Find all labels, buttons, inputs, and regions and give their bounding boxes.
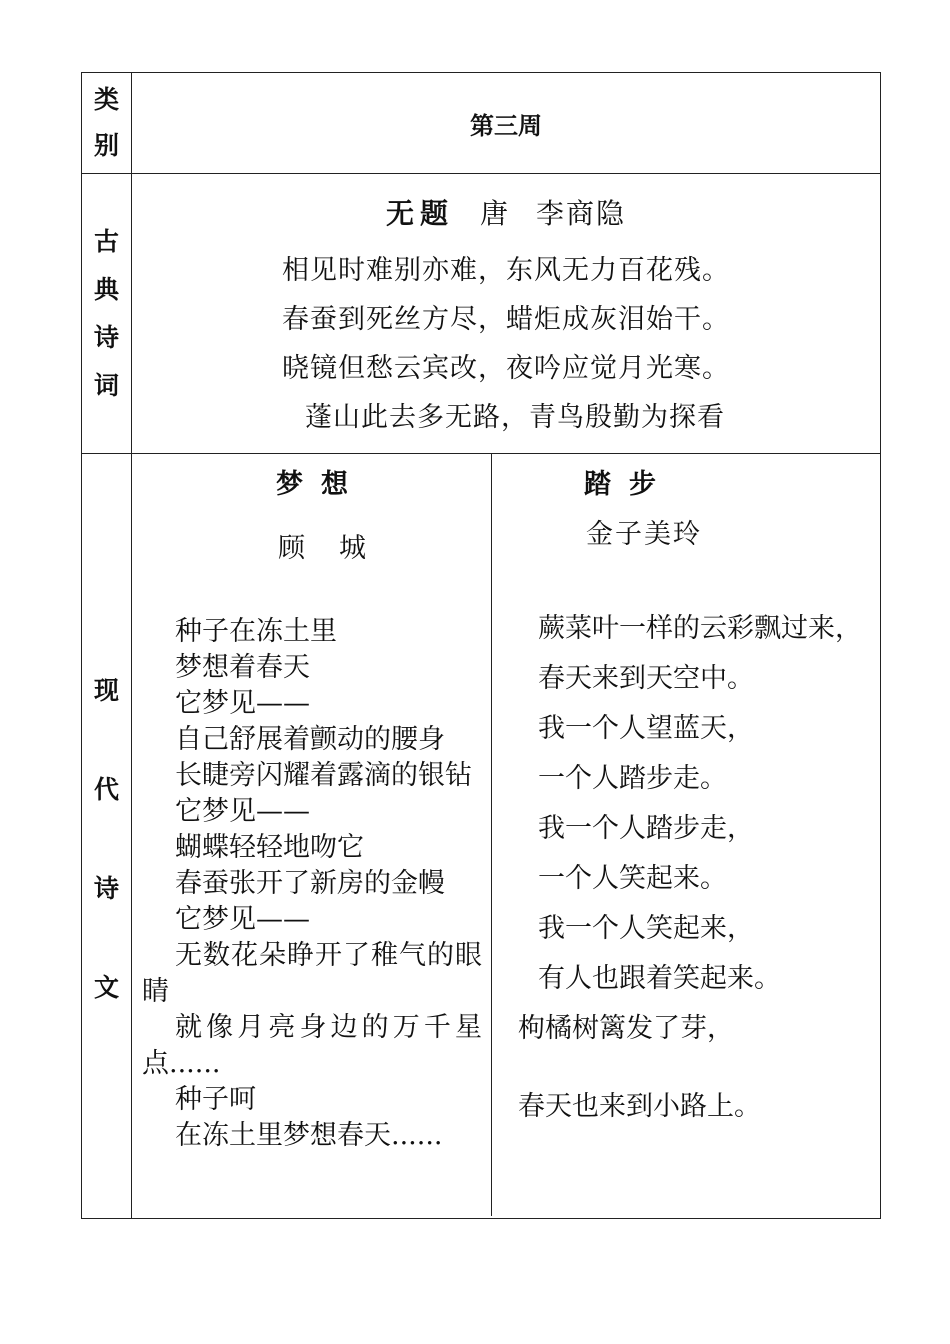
category-label-char: 代 — [93, 775, 119, 804]
step-poem-title: 踏步 — [584, 469, 674, 500]
dream-poem-body — [142, 614, 482, 1154]
dream-poem-line: 梦想着春天 — [175, 652, 310, 683]
category-label-char: 类 — [93, 85, 119, 114]
step-poem-body — [518, 604, 874, 1132]
classic-poem-line: 晓镜但愁云宾改，夜吟应觉月光寒。 — [282, 353, 730, 384]
classic-poem-line: 蓬山此去多无路，青鸟殷勤为探看 — [305, 402, 725, 433]
header-row — [82, 73, 881, 174]
step-poem-line: 我一个人踏步走， — [538, 813, 754, 844]
classic-poem-heading — [132, 196, 880, 232]
modern-category-label — [82, 641, 131, 1037]
step-poem-line: 有人也跟着笑起来。 — [538, 963, 781, 994]
step-poem-line: 蕨菜叶一样的云彩飘过来， — [538, 613, 862, 644]
dream-poem-title: 梦想 — [276, 469, 366, 500]
classic-poem-dynasty: 唐 — [479, 197, 510, 230]
dream-poem-line: 无数花朵睁开了稚气的眼睛 — [142, 940, 482, 1007]
dream-poem-line: 就像月亮身边的万千星点...... — [142, 1012, 482, 1079]
category-label-char: 古 — [93, 226, 119, 256]
classic-poem-line: 春蚕到死丝方尽，蜡炬成灰泪始干。 — [282, 304, 730, 335]
dream-poem-line: 长睫旁闪耀着露滴的银钻 — [175, 760, 472, 791]
category-header-cell — [82, 73, 132, 174]
step-poem-line: 春天来到天空中。 — [538, 663, 754, 694]
step-poem-author: 金子美玲 — [586, 519, 702, 550]
dream-poem-line: 它梦见—— — [175, 688, 310, 719]
step-poem-line: 一个人踏步走。 — [538, 763, 727, 794]
dream-poem-line: 它梦见—— — [175, 796, 310, 827]
modern-poems-cell — [132, 454, 881, 1219]
modern-category-cell — [82, 454, 132, 1219]
category-header-label — [82, 77, 131, 169]
classic-poem-title: 无题 — [385, 197, 454, 230]
dream-poem-line: 在冻土里梦想春天...... — [175, 1120, 443, 1151]
classic-poem-cell — [132, 174, 881, 454]
modern-poetry-row — [82, 454, 881, 1219]
category-label-char: 诗 — [93, 874, 119, 903]
category-label-char: 典 — [93, 274, 119, 304]
step-poem — [492, 454, 880, 1216]
step-poem-line: 我一个人笑起来， — [538, 913, 754, 944]
dream-poem-line: 春蚕张开了新房的金幔 — [175, 868, 445, 899]
classic-poem-line: 相见时难别亦难，东风无力百花残。 — [282, 255, 730, 286]
dream-poem-author: 顾城 — [278, 533, 400, 564]
dream-poem-line: 自己舒展着颤动的腰身 — [175, 724, 445, 755]
dream-poem-line: 蝴蝶轻轻地吻它 — [175, 832, 364, 863]
classic-category-label — [82, 218, 131, 410]
step-poem-line: 一个人笑起来。 — [538, 863, 727, 894]
dream-poem — [132, 454, 492, 1216]
category-label-char: 诗 — [93, 322, 119, 352]
step-poem-line: 我一个人望蓝天， — [538, 713, 754, 744]
category-label-char: 现 — [93, 676, 119, 705]
classic-category-cell — [82, 174, 132, 454]
weekly-reading-table — [81, 72, 881, 1219]
step-poem-line: 枸橘树篱发了芽， — [518, 1013, 734, 1044]
category-label-char: 文 — [93, 973, 119, 1002]
category-label-char: 词 — [93, 370, 119, 400]
classic-poetry-row — [82, 174, 881, 454]
dream-poem-line: 种子在冻土里 — [175, 616, 337, 647]
category-label-char: 别 — [93, 131, 119, 160]
classic-poem-author: 李商隐 — [536, 197, 627, 230]
dream-poem-line: 种子呵 — [175, 1084, 256, 1115]
step-poem-line: 春天也来到小路上。 — [518, 1091, 761, 1122]
dream-poem-line: 它梦见—— — [175, 904, 310, 935]
week-title: 第三周 — [132, 73, 881, 174]
